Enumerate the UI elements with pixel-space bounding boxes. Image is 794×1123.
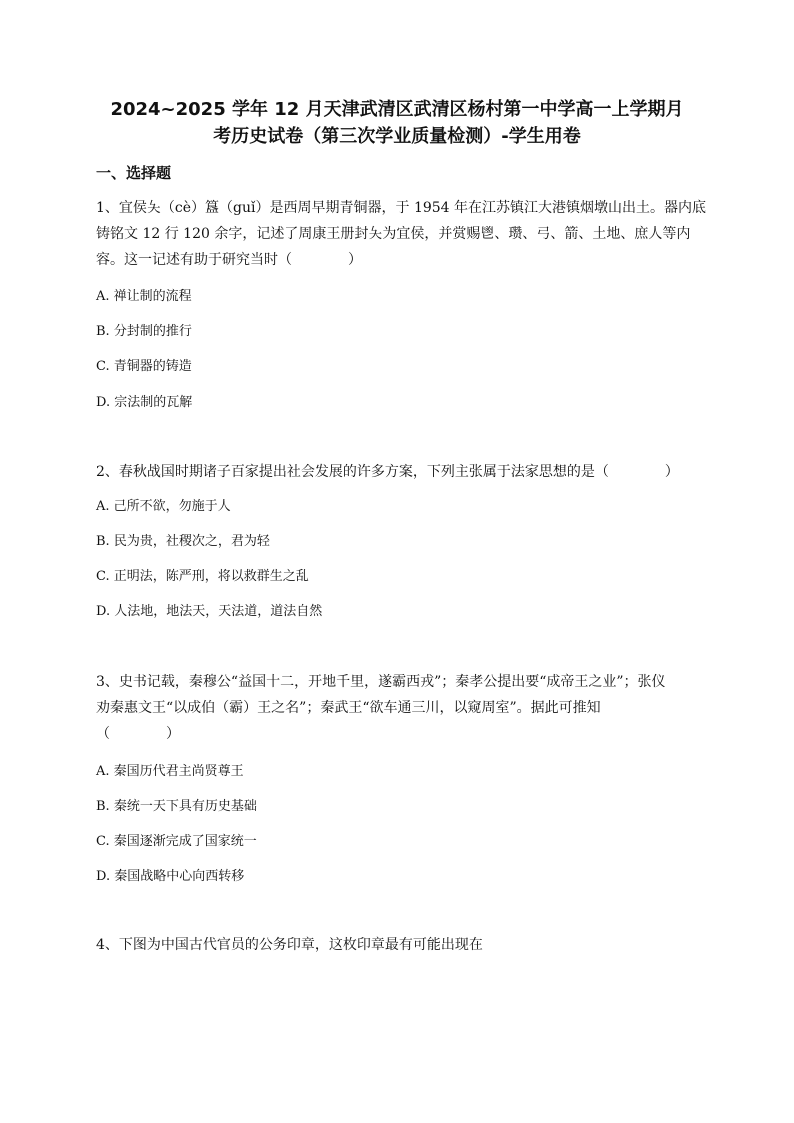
question-3-option-c: C. 秦国逐渐完成了国家统一 [96, 834, 257, 849]
question-1-option-c: C. 青铜器的铸造 [96, 359, 192, 374]
question-3-line-3: （ ） [96, 726, 180, 742]
question-4-line-1: 4、下图为中国古代官员的公务印章，这枚印章最有可能出现在 [96, 937, 483, 953]
question-3-line-1: 3、史书记载，秦穆公“益国十二，开地千里，遂霸西戎”；秦孝公提出要“成帝王之业”；张仪 [96, 674, 666, 690]
question-2-line-1: 2、春秋战国时期诸子百家提出社会发展的许多方案，下列主张属于法家思想的是（ ） [96, 464, 679, 480]
question-2-option-c: C. 正明法，陈严刑，将以救群生之乱 [96, 569, 309, 584]
question-2-option-b: B. 民为贵，社稷次之，君为轻 [96, 534, 270, 549]
question-3-option-b: B. 秦统一天下具有历史基础 [96, 799, 257, 814]
question-2-option-a: A. 己所不欲，勿施于人 [96, 499, 231, 514]
question-3-line-2: 劝秦惠文王“以成伯（霸）王之名”；秦武王“欲车通三川，以窥周室”。据此可推知 [96, 700, 601, 716]
question-3-option-d: D. 秦国战略中心向西转移 [96, 869, 245, 884]
question-2-option-d: D. 人法地，地法天，天法道，道法自然 [96, 604, 323, 619]
exam-title-line-1: 2024~2025 学年 12 月天津武清区武清区杨村第一中学高一上学期月 [110, 99, 684, 120]
question-1-line-2: 铸铭文 12 行 120 余字，记述了周康王册封夨为宜侯，并赏赐鬯、瓒、弓、箭、土地、庶人等内 [96, 226, 691, 242]
question-3-option-a: A. 秦国历代君主尚贤尊王 [96, 764, 244, 779]
section-heading: 一、选择题 [96, 164, 172, 182]
question-1-option-b: B. 分封制的推行 [96, 324, 192, 339]
exam-title-line-2: 考历史试卷（第三次学业质量检测）-学生用卷 [213, 126, 581, 147]
question-1-line-1: 1、宜侯夨（cè）簋（guǐ）是西周早期青铜器，于 1954 年在江苏镇江大港镇烟墩山出土。器内底 [96, 200, 707, 216]
question-1-option-a: A. 禅让制的流程 [96, 289, 192, 304]
question-1-option-d: D. 宗法制的瓦解 [96, 395, 193, 410]
question-1-line-3: 容。这一记述有助于研究当时（ ） [96, 252, 362, 268]
